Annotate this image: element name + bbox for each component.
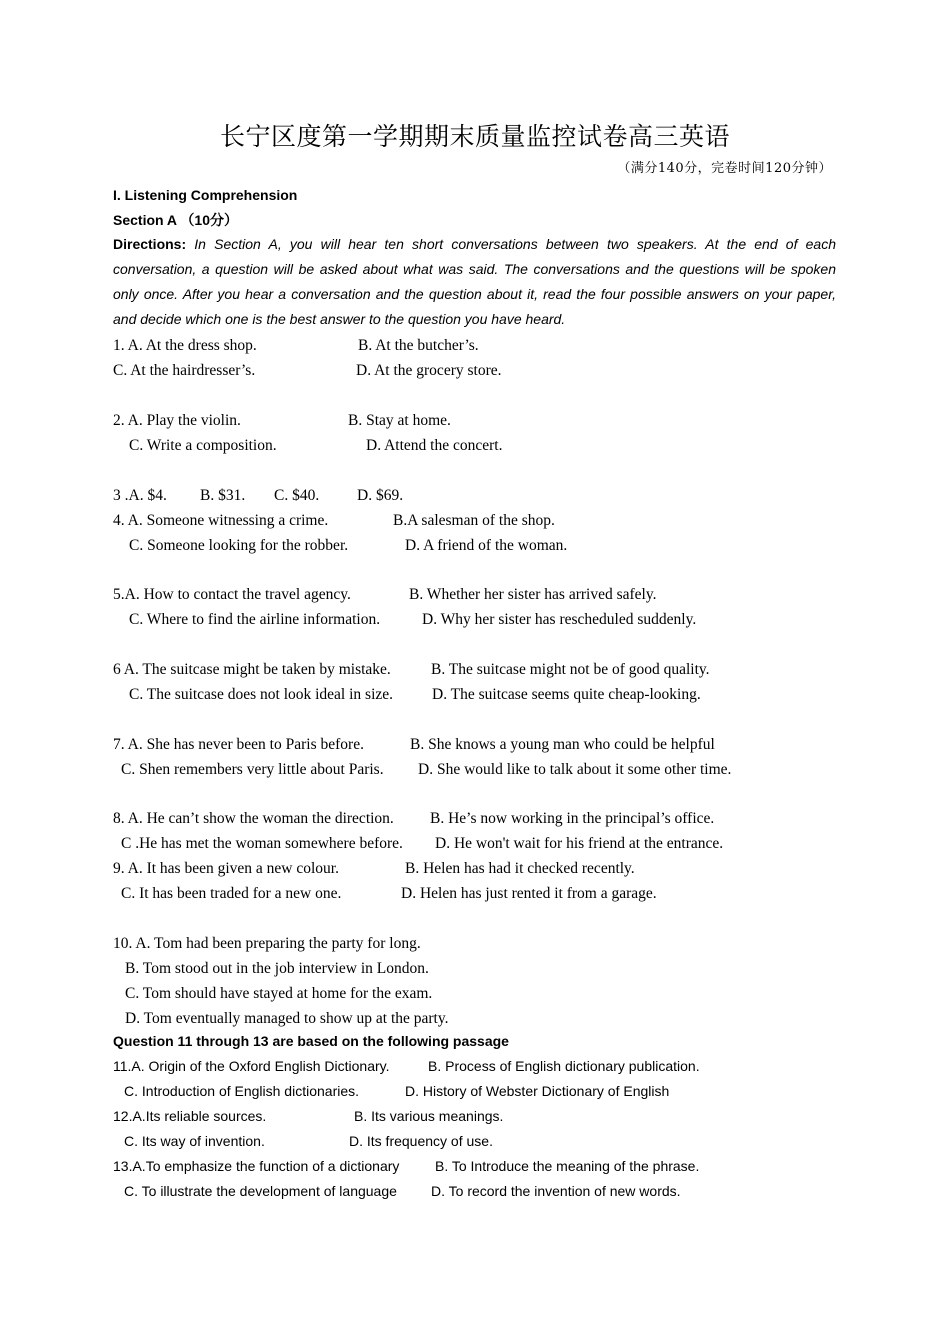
question-8-option-a: 8. A. He can’t show the woman the direction.: [113, 810, 394, 827]
question-10-option-a: 10. A. Tom had been preparing the party for long.: [113, 935, 421, 952]
question-12-option-a: 12.A.Its reliable sources.: [113, 1108, 267, 1124]
question-6-option-d: D. The suitcase seems quite cheap-looking.: [432, 686, 701, 703]
page-title: 长宁区度第一学期期末质量监控试卷高三英语: [219, 122, 730, 151]
question-6-option-b: B. The suitcase might not be of good quality.: [431, 661, 710, 678]
question-3-option-b: B. $31.: [200, 487, 246, 504]
question-5-option-d: D. Why her sister has rescheduled suddenly.: [422, 611, 697, 628]
question-4-option-c: C. Someone looking for the robber.: [129, 537, 349, 554]
question-11-option-a: 11.A. Origin of the Oxford English Dictionary.: [113, 1058, 390, 1074]
question-13-option-b: B. To Introduce the meaning of the phrase.: [435, 1158, 700, 1174]
question-3-option-d: D. $69.: [357, 487, 404, 504]
section-heading: Section A （10分）: [113, 212, 238, 228]
question-1-option-d: D. At the grocery store.: [356, 362, 502, 379]
question-6-option-a: 6 A. The suitcase might be taken by mistake.: [113, 661, 391, 678]
question-5-option-c: C. Where to find the airline information.: [129, 611, 381, 628]
question-8-option-c: C .He has met the woman somewhere before.: [121, 835, 403, 852]
directions-text: In Section A, you will hear ten short conversations between two speakers. At the end of each conversation, a question will be asked about what was said. The conversations and the questions will be spoken only once. After you hear a conversation and the question about it, read the four possible answers on your paper, and decide which one is the best answer to the question you have heard.: [113, 236, 836, 327]
question-1-option-c: C. At the hairdresser’s.: [113, 362, 256, 379]
question-10-option-c: C. Tom should have stayed at home for the exam.: [125, 985, 433, 1002]
passage-heading: Question 11 through 13 are based on the following passage: [113, 1033, 509, 1049]
question-9-option-b: B. Helen has had it checked recently.: [405, 860, 635, 877]
question-5-option-a: 5.A. How to contact the travel agency.: [113, 586, 351, 603]
question-8-option-d: D. He won't wait for his friend at the entrance.: [435, 835, 724, 852]
question-5-option-b: B. Whether her sister has arrived safely.: [409, 586, 657, 603]
question-12-option-c: C. Its way of invention.: [124, 1133, 265, 1149]
question-9-option-d: D. Helen has just rented it from a garage.: [401, 885, 657, 902]
question-7-option-c: C. Shen remembers very little about Paris.: [121, 761, 384, 778]
question-8-option-b: B. He’s now working in the principal’s office.: [430, 810, 715, 827]
question-3-option-a: 3 .A. $4.: [113, 487, 167, 504]
directions: [113, 232, 836, 332]
directions-label: Directions:: [113, 236, 187, 252]
question-9-option-a: 9. A. It has been given a new colour.: [113, 860, 339, 877]
question-1-option-b: B. At the butcher’s.: [358, 337, 479, 354]
question-3-option-c: C. $40.: [274, 487, 320, 504]
question-7-option-a: 7. A. She has never been to Paris before.: [113, 736, 364, 753]
question-4-option-a: 4. A. Someone witnessing a crime.: [113, 512, 329, 529]
question-11-option-d: D. History of Webster Dictionary of English: [405, 1083, 670, 1099]
question-2-option-d: D. Attend the concert.: [366, 437, 503, 454]
question-7-option-d: D. She would like to talk about it some other time.: [418, 761, 732, 778]
question-1-option-a: 1. A. At the dress shop.: [113, 337, 257, 354]
question-11-option-c: C. Introduction of English dictionaries.: [124, 1083, 360, 1099]
question-13-option-d: D. To record the invention of new words.: [431, 1183, 681, 1199]
question-13-option-a: 13.A.To emphasize the function of a dictionary: [113, 1158, 400, 1174]
question-4-option-d: D. A friend of the woman.: [405, 537, 568, 554]
exam-info: （满分140分，完卷时间120分钟）: [617, 161, 832, 176]
question-12-option-b: B. Its various meanings.: [354, 1108, 504, 1124]
question-11-option-b: B. Process of English dictionary publication.: [428, 1058, 700, 1074]
question-6-option-c: C. The suitcase does not look ideal in size.: [129, 686, 394, 703]
question-2-option-c: C. Write a composition.: [129, 437, 277, 454]
question-10-option-b: B. Tom stood out in the job interview in London.: [125, 960, 429, 977]
question-7-option-b: B. She knows a young man who could be helpful: [410, 736, 715, 753]
question-10-option-d: D. Tom eventually managed to show up at the party.: [125, 1010, 449, 1027]
question-12-option-d: D. Its frequency of use.: [349, 1133, 493, 1149]
question-4-option-b: B.A salesman of the shop.: [393, 512, 555, 529]
question-13-option-c: C. To illustrate the development of language: [124, 1183, 397, 1199]
question-2-option-a: 2. A. Play the violin.: [113, 412, 241, 429]
question-9-option-c: C. It has been traded for a new one.: [121, 885, 342, 902]
question-2-option-b: B. Stay at home.: [348, 412, 451, 429]
part-heading: I. Listening Comprehension: [113, 187, 298, 203]
